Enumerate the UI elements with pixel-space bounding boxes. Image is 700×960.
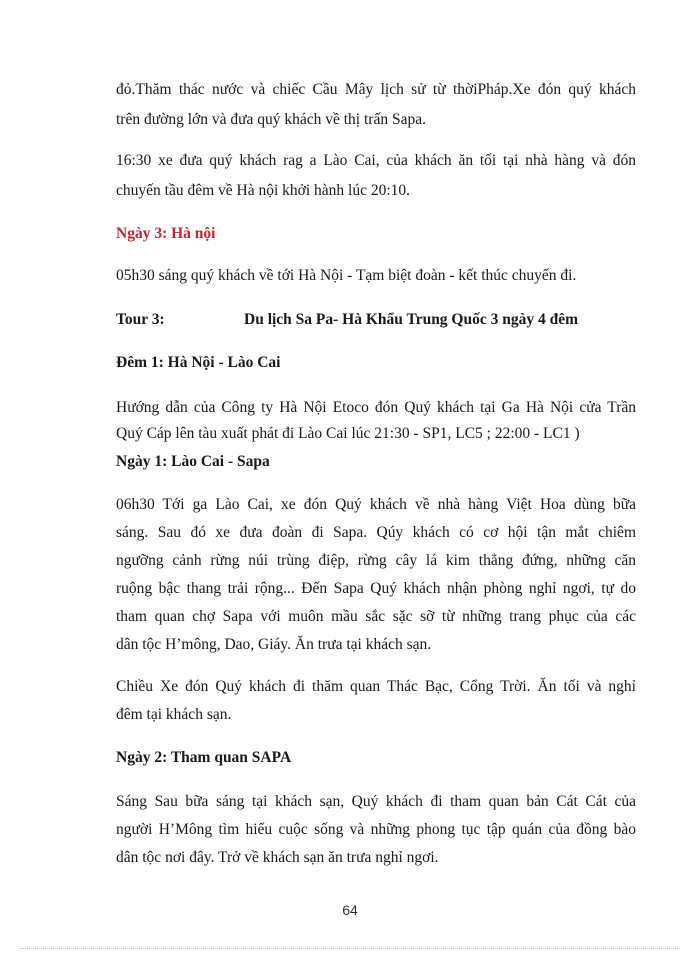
paragraph-line: Sáng Sau bữa sáng tại khách sạn, Quý khách đi tham quan bản Cát Cát của [116, 793, 636, 810]
paragraph-line: đỏ.Thăm thác nước và chiếc Cầu Mây lịch sử từ thờiPháp.Xe đón quý khách [116, 81, 636, 98]
paragraph-line: Chiều Xe đón Quý khách đi thăm quan Thác Bạc, Cổng Trời. Ăn tối và nghỉ [116, 678, 636, 695]
paragraph-line: dân tộc nơi đây. Trở về khách sạn ăn trưa nghỉ ngơi. [116, 849, 439, 866]
paragraph-line: ruộng bậc thang trải rộng... Đến Sapa Quý khách nhận phòng nghỉ ngơi, tự do [116, 580, 636, 597]
heading-day-2: Ngày 2: Tham quan SAPA [116, 749, 292, 766]
paragraph-line: ngưỡng cảnh rừng núi trùng điệp, rừng cây lá kim thẳng đứng, những căn [116, 552, 636, 569]
paragraph-line: Quý Cáp lên tàu xuất phát đi Lào Cai lúc 21:30 - SP1, LC5 ; 22:00 - LC1 ) [116, 425, 580, 442]
page-number: 64 [342, 902, 358, 918]
paragraph-line: 06h30 Tới ga Lào Cai, xe đón Quý khách về nhà hàng Việt Hoa dùng bữa [116, 496, 636, 513]
paragraph-line: sáng. Sau đó xe đưa đoàn đi Sapa. Qúy khách có cơ hội tận mắt chiêm [116, 524, 636, 541]
paragraph-line: tham quan chợ Sapa với muôn mầu sắc sặc sỡ từ những trang phục của các [116, 608, 636, 625]
paragraph-line: 05h30 sáng quý khách về tới Hà Nội - Tạm biệt đoàn - kết thúc chuyến đi. [116, 267, 577, 284]
paragraph-line: người H’Mông tìm hiểu cuộc sống và những phong tục tập quán của đồng bào [116, 821, 636, 838]
paragraph-line: dân tộc H’mông, Dao, Giáy. Ăn trưa tại khách sạn. [116, 636, 432, 653]
heading-night-1: Đêm 1: Hà Nội - Lào Cai [116, 354, 281, 371]
paragraph-line: 16:30 xe đưa quý khách rag a Lào Cai, của khách ăn tối tại nhà hàng và đón [116, 152, 636, 169]
heading-day-3: Ngày 3: Hà nội [116, 225, 216, 242]
tour-3-label: Tour 3: [116, 311, 165, 328]
paragraph-line: trên đường lớn và đưa quý khách về thị trấn Sapa. [116, 111, 426, 128]
paragraph-line: đêm tại khách sạn. [116, 706, 232, 723]
tour-3-title: Du lịch Sa Pa- Hà Khẩu Trung Quốc 3 ngày 4 đêm [244, 311, 579, 328]
page-bottom-divider [20, 948, 680, 949]
paragraph-line: Hướng dẫn của Công ty Hà Nội Etoco đón Quý khách tại Ga Hà Nội cửa Trần [116, 399, 636, 416]
paragraph-line: chuyến tầu đêm về Hà nội khởi hành lúc 20:10. [116, 182, 411, 199]
heading-day-1: Ngày 1: Lào Cai - Sapa [116, 453, 270, 470]
